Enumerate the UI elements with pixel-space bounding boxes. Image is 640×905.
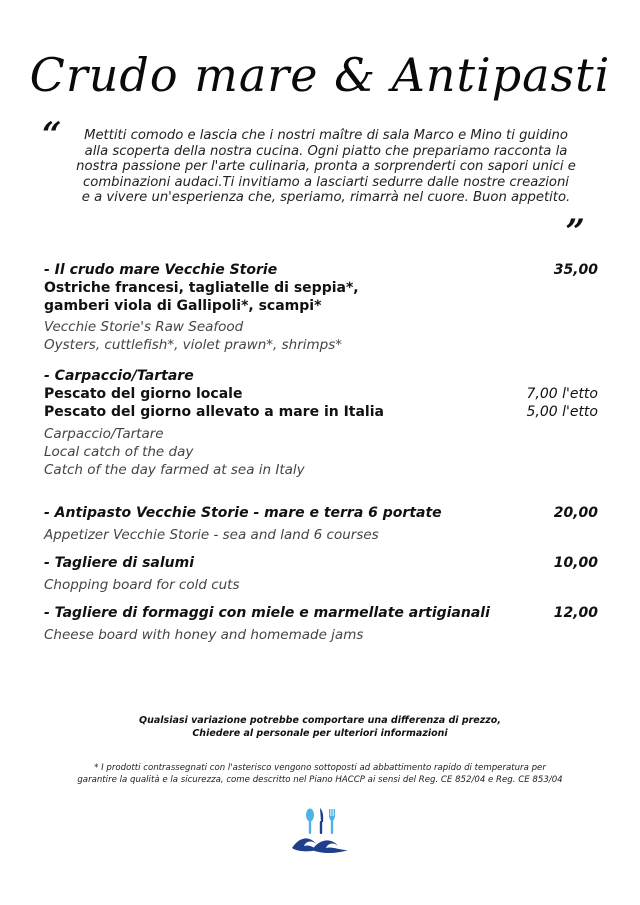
intro-line: nostra passione per l'arte culinaria, pronta a sorprenderti con sapori unici e [76, 159, 576, 174]
intro-quote [56, 128, 596, 206]
crudo-price: 35,00 [553, 262, 598, 278]
intro-line: e a vivere un'esperienza che, speriamo, rimarrà nel cuore. Buon appetito. [81, 190, 571, 205]
intro-line: Mettiti comodo e lascia che i nostri maître di sala Marco e Mino ti guidino [84, 128, 568, 143]
salumi-name: - Tagliere di salumi [44, 555, 195, 571]
crudo-desc-line: gamberi viola di Gallipoli*, scampi* [44, 298, 322, 314]
formaggi-name: - Tagliere di formaggi con miele e marmellate artigianali [44, 605, 490, 621]
haccp-disclaimer [30, 762, 610, 786]
note-line: Qualsiasi variazione potrebbe comportare una differenza di prezzo, [139, 715, 501, 726]
disclaimer-line: * I prodotti contrassegnati con l'asterisco vengono sottoposti ad abbattimento rapido di temperatura per [94, 763, 546, 773]
carpaccio-option-label: Pescato del giorno locale [44, 386, 243, 402]
carpaccio-name: - Carpaccio/Tartare [44, 368, 194, 384]
antipasto-price: 20,00 [553, 505, 598, 521]
carpaccio-option-price: 5,00 l'etto [526, 404, 598, 420]
price-variation-note [0, 714, 640, 740]
intro-line: alla scoperta della nostra cucina. Ogni piatto che prepariamo racconta la [84, 143, 568, 159]
formaggi-en: Cheese board with honey and homemade jams [44, 627, 364, 643]
formaggi-price: 12,00 [553, 605, 598, 621]
intro-line: combinazioni audaci.Ti invitiamo a lasciarti sedurre dalle nostre creazioni [83, 174, 569, 190]
carpaccio-en-line: Local catch of the day [44, 444, 194, 460]
crudo-en-line: Vecchie Storie's Raw Seafood [44, 319, 244, 335]
carpaccio-option-price: 7,00 l'etto [526, 386, 598, 402]
page-title: Crudo mare & Antipasti [29, 48, 611, 102]
quote-close-mark: „ [566, 193, 586, 233]
note-line: Chiedere al personale per ulteriori informazioni [192, 728, 448, 739]
disclaimer-line: garantire la qualità e la sicurezza, come descritto nel Piano HACCP ai sensi del Reg. CE 852/04 e Reg. CE 853/04 [77, 775, 563, 785]
quote-open-mark: “ [42, 115, 62, 155]
carpaccio-option-label: Pescato del giorno allevato a mare in Italia [44, 404, 384, 420]
antipasto-name: - Antipasto Vecchie Storie - mare e terra 6 portate [44, 505, 442, 521]
antipasto-en: Appetizer Vecchie Storie - sea and land 6 courses [44, 527, 379, 543]
cutlery-wave-logo-icon [288, 806, 352, 856]
crudo-name: - Il crudo mare Vecchie Storie [44, 262, 278, 278]
salumi-en: Chopping board for cold cuts [44, 577, 240, 593]
carpaccio-en-line: Catch of the day farmed at sea in Italy [44, 462, 305, 478]
crudo-desc-line: Ostriche francesi, tagliatelle di seppia*, [44, 280, 359, 296]
carpaccio-en-line: Carpaccio/Tartare [44, 426, 164, 442]
salumi-price: 10,00 [553, 555, 598, 571]
crudo-en-line: Oysters, cuttlefish*, violet prawn*, shrimps* [44, 337, 343, 353]
